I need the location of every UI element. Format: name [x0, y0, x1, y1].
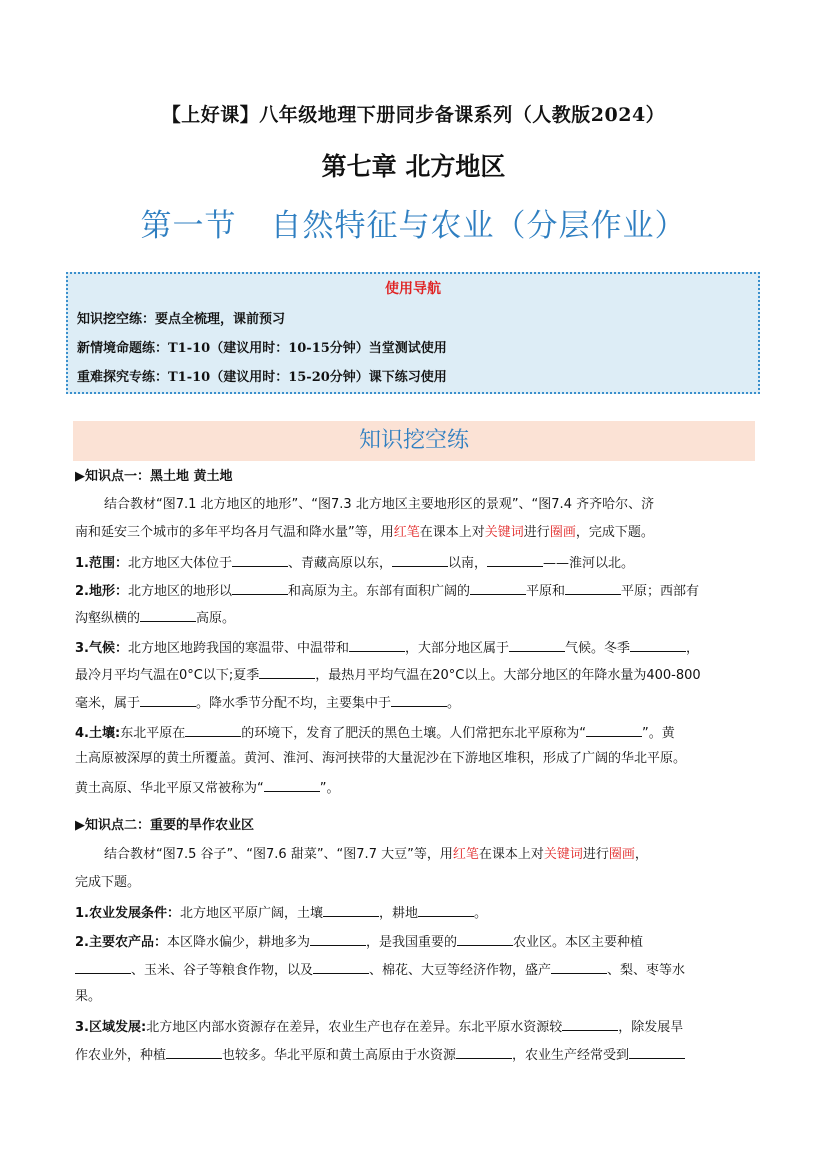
- kp1-heading: ▶知识点一：黑土地 黄土地: [75, 469, 233, 484]
- text: ”。: [319, 781, 340, 796]
- text: 最冷月平均气温在0°C以下;夏季: [75, 668, 260, 683]
- fill-blank[interactable]: [392, 552, 448, 567]
- fill-blank[interactable]: [487, 552, 543, 567]
- text: ”。黄: [641, 726, 675, 741]
- text: 北方地区地跨我国的寒温带、中温带和: [127, 641, 349, 656]
- text: ，: [634, 847, 648, 862]
- section-title: [0, 200, 827, 245]
- chapter-title: 第七章 北方地区: [321, 152, 506, 181]
- fill-blank[interactable]: [551, 959, 607, 974]
- keyword-text: 关键词: [543, 847, 583, 862]
- text: 在课本上对: [419, 525, 485, 540]
- series-title: 【上好课】八年级地理下册同步备课系列（人教版2024）: [161, 104, 666, 126]
- text: 在课本上对: [478, 847, 544, 862]
- text: 的环境下，发育了肥沃的黑色土壤。人们常把东北平原称为“: [241, 726, 586, 741]
- fill-blank[interactable]: [349, 637, 405, 652]
- kp2-q2: [75, 931, 757, 953]
- text: 以南，: [448, 556, 488, 571]
- fill-blank[interactable]: [259, 664, 315, 679]
- text: 平原；西部有: [621, 584, 700, 599]
- kp2-q2-cont2: 果。: [75, 989, 102, 1004]
- fill-blank[interactable]: [630, 637, 686, 652]
- kp1-q3: [75, 637, 757, 659]
- usage-guide-box: [66, 272, 760, 394]
- text: 南和延安三个城市的多年平均各月气温和降水量”等，用: [75, 525, 394, 540]
- text: 东北平原在: [120, 726, 186, 741]
- text: 。: [474, 906, 488, 921]
- fill-blank[interactable]: [232, 552, 288, 567]
- text: 北方地区内部水资源存在差异，农业生产也存在差异。东北平原水资源较: [146, 1020, 563, 1035]
- text: 、青藏高原以东，: [288, 556, 393, 571]
- kp1-q2-cont: [75, 607, 757, 629]
- keyword-text: 关键词: [484, 525, 524, 540]
- fill-blank[interactable]: [629, 1044, 685, 1059]
- kp2-q3: [75, 1016, 757, 1038]
- kp1-q4-cont1: 土高原被深厚的黄土所覆盖。黄河、淮河、海河挟带的大量泥沙在下游地区堆积，形成了广阔的华北平原。: [75, 751, 687, 766]
- usage-guide-title: 使用导航: [385, 281, 441, 297]
- fill-blank[interactable]: [509, 637, 565, 652]
- kp2-intro-line2: 完成下题。: [75, 875, 141, 890]
- text: 和高原为主。东部有面积广阔的: [288, 584, 471, 599]
- fill-blank[interactable]: [185, 722, 241, 737]
- text: 结合教材“图7.1 北方地区的地形”、“图7.3 北方地区主要地形区的景观”、“图7.4 齐齐哈尔、济: [104, 497, 655, 512]
- fill-blank[interactable]: [456, 1044, 512, 1059]
- fill-blank[interactable]: [323, 902, 379, 917]
- section-name: 自然特征与农业（分层作业）: [270, 208, 687, 244]
- text: ，最热月平均气温在20°C以上。大部分地区的年降水量为400-800: [315, 668, 701, 683]
- kp2-q2-cont1: [75, 959, 757, 981]
- fill-blank[interactable]: [75, 959, 131, 974]
- text: ，除发展旱: [618, 1020, 684, 1035]
- text: ，耕地: [379, 906, 419, 921]
- text: 、玉米、谷子等粮食作物，以及: [131, 963, 314, 978]
- kp1-q4-cont2: [75, 777, 757, 799]
- text: 平原和: [526, 584, 566, 599]
- question-label: 1.农业发展条件：: [75, 906, 180, 921]
- kp1-q1: [75, 552, 757, 574]
- fill-blank[interactable]: [457, 931, 513, 946]
- kp2-intro-line1: [75, 845, 786, 865]
- fill-blank[interactable]: [418, 902, 474, 917]
- kp1-q4: [75, 722, 757, 744]
- guide-line-2: 新情境命题练：T1-10（建议用时：10-15分钟）当堂测试使用: [77, 341, 447, 356]
- circle-text: 圈画: [608, 847, 635, 862]
- text: 本区降水偏少，耕地多为: [166, 935, 310, 950]
- fill-blank[interactable]: [391, 692, 447, 707]
- text: 毫米，属于: [75, 696, 141, 711]
- text: 结合教材“图7.5 谷子”、“图7.6 甜菜”、“图7.7 大豆”等，用: [104, 847, 453, 862]
- question-label: 3.区域发展:: [75, 1020, 147, 1035]
- kp2-q1: [75, 902, 757, 924]
- red-pen-text: 红笔: [452, 847, 479, 862]
- fill-blank[interactable]: [232, 580, 288, 595]
- text: 农业区。本区主要种植: [513, 935, 644, 950]
- fill-blank[interactable]: [562, 1016, 618, 1031]
- fill-blank[interactable]: [264, 777, 320, 792]
- text: ，: [686, 641, 700, 656]
- text: 。: [447, 696, 461, 711]
- fill-blank[interactable]: [310, 931, 366, 946]
- fill-blank[interactable]: [313, 959, 369, 974]
- text: 进行: [582, 847, 609, 862]
- text: 气候。冬季: [565, 641, 631, 656]
- kp2-q3-cont: [75, 1044, 757, 1066]
- fill-blank[interactable]: [470, 580, 526, 595]
- text: ，农业生产经常受到: [512, 1048, 630, 1063]
- text: 北方地区的地形以: [127, 584, 232, 599]
- kp2-heading: ▶知识点二：重要的旱作农业区: [75, 818, 254, 833]
- guide-line-1: 知识挖空练：要点全梳理，课前预习: [77, 312, 286, 327]
- text: 作农业外，种植: [75, 1048, 167, 1063]
- question-label: 3.气候：: [75, 641, 128, 656]
- text: ——淮河以北。: [543, 556, 635, 571]
- kp1-q3-cont1: [75, 664, 757, 686]
- fill-blank[interactable]: [586, 722, 642, 737]
- text: 黄土高原、华北平原又常被称为“: [75, 781, 264, 796]
- text: 进行: [523, 525, 550, 540]
- fill-blank[interactable]: [166, 1044, 222, 1059]
- text: ，是我国重要的: [366, 935, 458, 950]
- fill-blank[interactable]: [140, 692, 196, 707]
- guide-line-3: 重难探究专练：T1-10（建议用时：15-20分钟）课下练习使用: [77, 370, 447, 385]
- question-label: 2.主要农产品：: [75, 935, 167, 950]
- red-pen-text: 红笔: [393, 525, 420, 540]
- text: 沟壑纵横的: [75, 611, 141, 626]
- text: 。降水季节分配不均，主要集中于: [196, 696, 392, 711]
- fill-blank[interactable]: [565, 580, 621, 595]
- circle-text: 圈画: [549, 525, 576, 540]
- question-label: 2.地形：: [75, 584, 128, 599]
- kp1-intro-line1: [75, 495, 786, 515]
- text: 北方地区平原广阔，土壤: [179, 906, 323, 921]
- kp1-intro-line2: [75, 523, 757, 543]
- text: 北方地区大体位于: [127, 556, 232, 571]
- question-label: 4.土壤:: [75, 726, 121, 741]
- question-label: 1.范围：: [75, 556, 128, 571]
- text: 、梨、枣等水: [607, 963, 686, 978]
- kp1-q3-cont2: [75, 692, 757, 714]
- text: ，大部分地区属于: [405, 641, 510, 656]
- text: ，完成下题。: [575, 525, 654, 540]
- section-number: 第一节: [140, 208, 237, 244]
- fill-blank[interactable]: [140, 607, 196, 622]
- text: 也较多。华北平原和黄土高原由于水资源: [222, 1048, 457, 1063]
- text: 、棉花、大豆等经济作物，盛产: [369, 963, 552, 978]
- kp1-q2: [75, 580, 757, 602]
- text: 高原。: [196, 611, 236, 626]
- section-banner: 知识挖空练: [73, 421, 755, 461]
